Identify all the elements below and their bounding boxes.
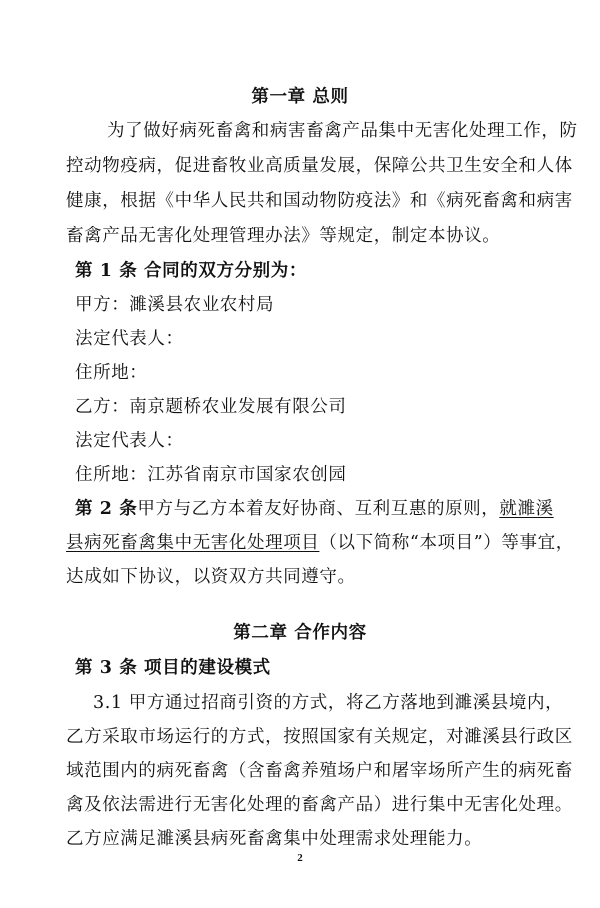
article-2-text: 甲方与乙方本着友好协商、互利互惠的原则， (137, 499, 500, 519)
intro-line-2: 控动物疫病，促进畜牧业高质量发展，保障公共卫生安全和人体 (66, 156, 573, 176)
article-2-text-2: （以下简称“本项目”）等事宜， (319, 533, 574, 553)
party-b: 乙方：南京题桥农业发展有限公司 (75, 397, 347, 417)
article-2-line-2 (66, 532, 574, 554)
article-2-underline-1: 就濉溪 (499, 499, 554, 519)
article-2-label: 第 2 条 (75, 499, 138, 519)
article-2-line-1 (75, 498, 554, 520)
article-2-underline-2: 县病死畜禽集中无害化处理项目 (66, 533, 320, 553)
intro-line-3: 健康，根据《中华人民共和国动物防疫法》和《病死畜禽和病害 (66, 191, 573, 211)
party-b-address: 住所地：江苏省南京市国家农创园 (75, 465, 347, 485)
chapter-2-heading: 第二章 合作内容 (233, 623, 367, 643)
clause-3-1-line-2: 乙方采取市场运行的方式，按照国家有关规定，对濉溪县行政区 (66, 727, 573, 747)
page-number: 2 (297, 852, 303, 864)
party-a: 甲方：濉溪县农业农村局 (75, 295, 275, 315)
party-a-address: 住所地： (75, 363, 148, 383)
clause-3-1-line-1: 3.1 甲方通过招商引资的方式，将乙方落地到濉溪县境内， (93, 693, 564, 713)
party-b-representative: 法定代表人： (75, 431, 184, 451)
intro-line-4: 畜禽产品无害化处理管理办法》等规定，制定本协议。 (66, 226, 501, 246)
article-2-line-3: 达成如下协议，以资双方共同遵守。 (66, 567, 356, 587)
clause-3-1-line-5: 乙方应满足濉溪县病死畜禽集中处理需求处理能力。 (66, 829, 483, 849)
chapter-1-heading: 第一章 总则 (251, 87, 349, 107)
article-3-title: 第 3 条 项目的建设模式 (75, 658, 271, 678)
party-a-representative: 法定代表人： (75, 329, 184, 349)
clause-3-1-line-3: 域范围内的病死畜禽（含畜禽养殖场户和屠宰场所产生的病死畜 (66, 761, 573, 781)
clause-3-1-line-4: 禽及依法需进行无害化处理的畜禽产品）进行集中无害化处理。 (66, 795, 573, 815)
article-1-title: 第 1 条 合同的双方分别为： (75, 261, 307, 281)
intro-line-1: 为了做好病死畜禽和病害畜禽产品集中无害化处理工作，防 (107, 121, 578, 141)
